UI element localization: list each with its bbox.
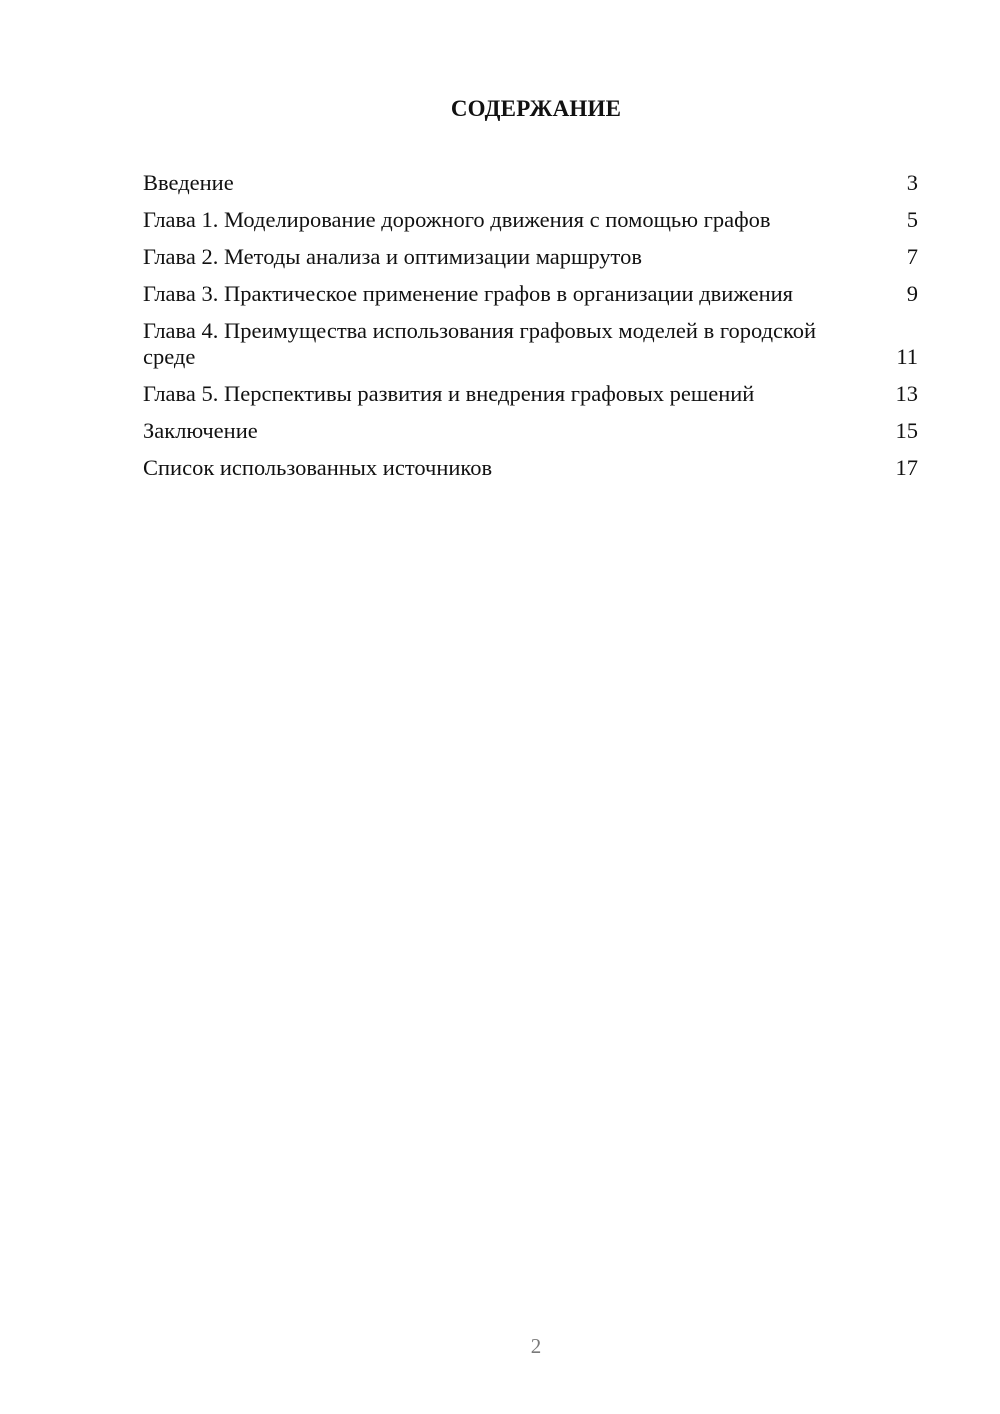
- toc-entry-label: Глава 1. Моделирование дорожного движения с помощью графов: [143, 207, 771, 232]
- toc-entry-label: Заключение: [143, 418, 258, 443]
- toc-entry-label: Глава 4. Преимущества использования графовых моделей в городской среде: [143, 318, 817, 369]
- toc-entry-chapter-5: [143, 381, 918, 407]
- table-of-contents: [143, 170, 918, 492]
- toc-entry-chapter-1: [143, 207, 918, 233]
- toc-entry-introduction: [143, 170, 918, 196]
- toc-entry-chapter-4: [143, 318, 918, 370]
- toc-entry-chapter-2: [143, 244, 918, 270]
- toc-entry-chapter-3: [143, 281, 918, 307]
- toc-entry-page-number: 5: [906, 207, 918, 232]
- page-number-footer: 2: [530, 1334, 542, 1358]
- toc-entry-label: Глава 2. Методы анализа и оптимизации маршрутов: [143, 244, 642, 269]
- toc-entry-label: Глава 3. Практическое применение графов в организации движения: [143, 281, 794, 306]
- toc-entry-page-number: 13: [895, 381, 918, 406]
- toc-entry-page-number: 9: [906, 281, 918, 306]
- toc-entry-page-number: 3: [906, 170, 918, 195]
- toc-entry-label: Глава 5. Перспективы развития и внедрения графовых решений: [143, 381, 755, 406]
- toc-entry-page-number: 11: [896, 344, 918, 369]
- toc-entry-label: Список использованных источников: [143, 455, 493, 480]
- toc-entry-label: Введение: [143, 170, 234, 195]
- toc-entry-page-number: 17: [895, 455, 918, 480]
- toc-entry-page-number: 15: [895, 418, 918, 443]
- toc-entry-references: [143, 455, 918, 481]
- toc-entry-page-number: 7: [906, 244, 918, 269]
- page-title: СОДЕРЖАНИЕ: [450, 96, 622, 121]
- toc-entry-conclusion: [143, 418, 918, 444]
